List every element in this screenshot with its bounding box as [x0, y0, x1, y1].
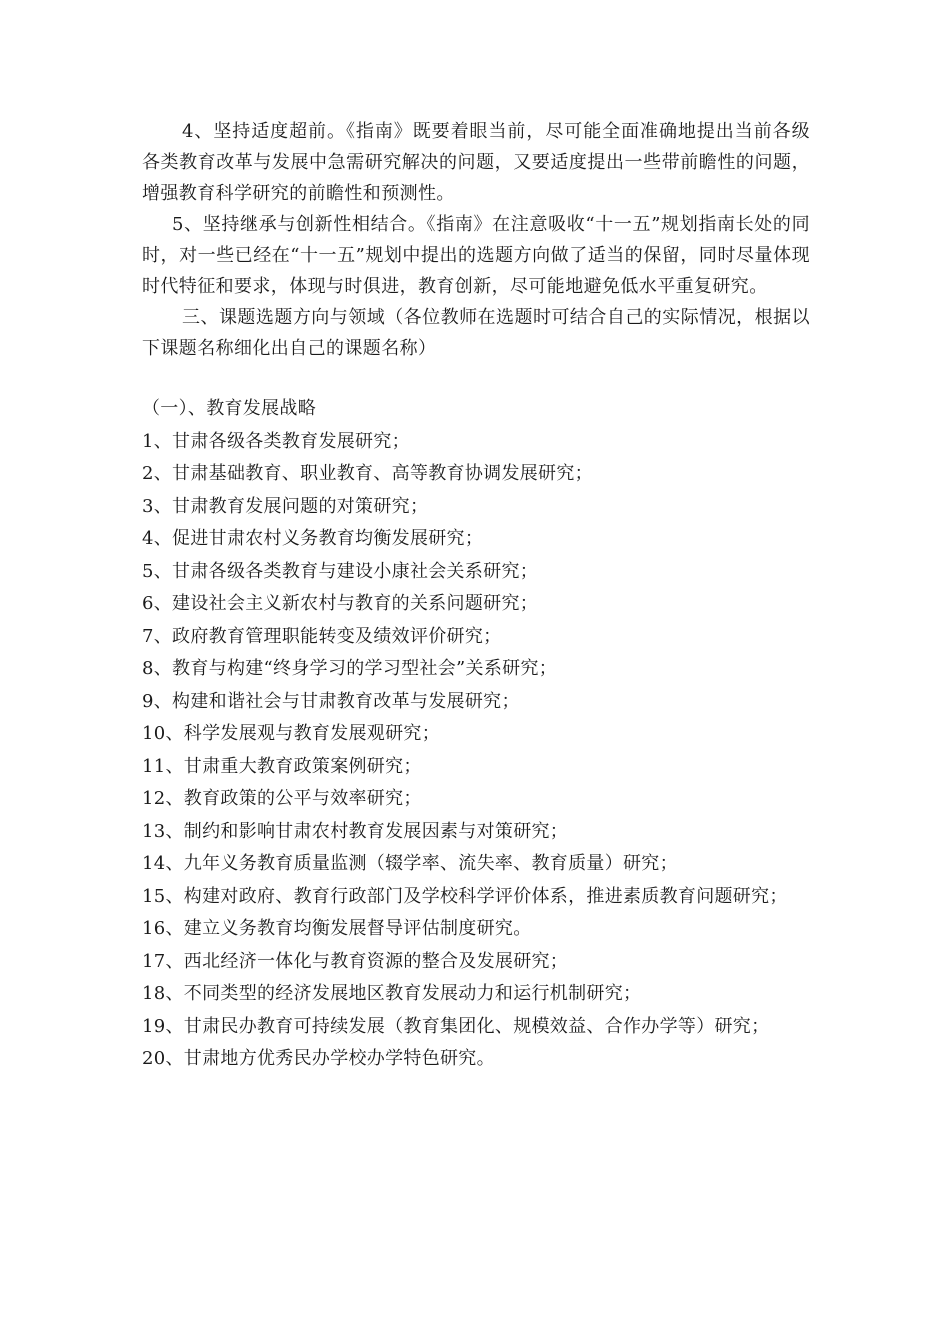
- list-item: 2、甘肃基础教育、职业教育、高等教育协调发展研究；: [142, 463, 593, 484]
- list-item: 15、构建对政府、教育行政部门及学校科学评价体系，推进素质教育问题研究；: [142, 885, 788, 907]
- document-body: [142, 116, 810, 1076]
- list-item: 14、九年义务教育质量监测（辍学率、流失率、教育质量）研究；: [142, 853, 678, 874]
- principle-5-paragraph: 5、坚持继承与创新性相结合。《指南》在注意吸收“十一五”规划指南长处的同时，对一些已经在“十一五”规划中提出的选题方向做了适当的保留，同时尽量体现时代特征和要求，体现与时俱进，教育创新，尽可能地避免低水平重复研究。: [142, 214, 810, 297]
- blank-line: [142, 364, 810, 393]
- list-item: 19、甘肃民办教育可持续发展（教育集团化、规模效益、合作办学等）研究；: [142, 1015, 770, 1037]
- list-item: 16、建立义务教育均衡发展督导评估制度研究。: [142, 918, 532, 939]
- list-item: 5、甘肃各级各类教育与建设小康社会关系研究；: [142, 560, 539, 582]
- list-item: 17、西北经济一体化与教育资源的整合及发展研究；: [142, 950, 569, 972]
- list-item: 12、教育政策的公平与效率研究；: [142, 788, 422, 809]
- list-item: 18、不同类型的经济发展地区教育发展动力和运行机制研究；: [142, 983, 642, 1004]
- list-item: 3、甘肃教育发展问题的对策研究；: [142, 495, 429, 517]
- list-item: 9、构建和谐社会与甘肃教育改革与发展研究；: [142, 690, 520, 712]
- topic-list: [142, 426, 810, 1076]
- subsection-heading: （一）、教育发展战略: [142, 398, 316, 419]
- list-item: 8、教育与构建“终身学习的学习型社会”关系研究；: [142, 658, 558, 679]
- list-item: 11、甘肃重大教育政策案例研究；: [142, 755, 422, 777]
- list-item: 10、科学发展观与教育发展观研究；: [142, 723, 441, 744]
- list-item: 6、建设社会主义新农村与教育的关系问题研究；: [142, 593, 539, 614]
- section-three-heading: 三、课题选题方向与领域（各位教师在选题时可结合自己的实际情况，根据以下课题名称细化出自己的课题名称）: [142, 307, 810, 359]
- list-item: 7、政府教育管理职能转变及绩效评价研究；: [142, 625, 502, 647]
- list-item: 4、促进甘肃农村义务教育均衡发展研究；: [142, 528, 484, 549]
- list-item: 20、甘肃地方优秀民办学校办学特色研究。: [142, 1048, 495, 1069]
- principle-4-paragraph: 4、坚持适度超前。《指南》既要着眼当前，尽可能全面准确地提出当前各级各类教育改革与发展中急需研究解决的问题，又要适度提出一些带前瞻性的问题，增强教育科学研究的前瞻性和预测性。: [142, 121, 810, 204]
- list-item: 1、甘肃各级各类教育发展研究；: [142, 430, 410, 452]
- list-item: 13、制约和影响甘肃农村教育发展因素与对策研究；: [142, 820, 569, 842]
